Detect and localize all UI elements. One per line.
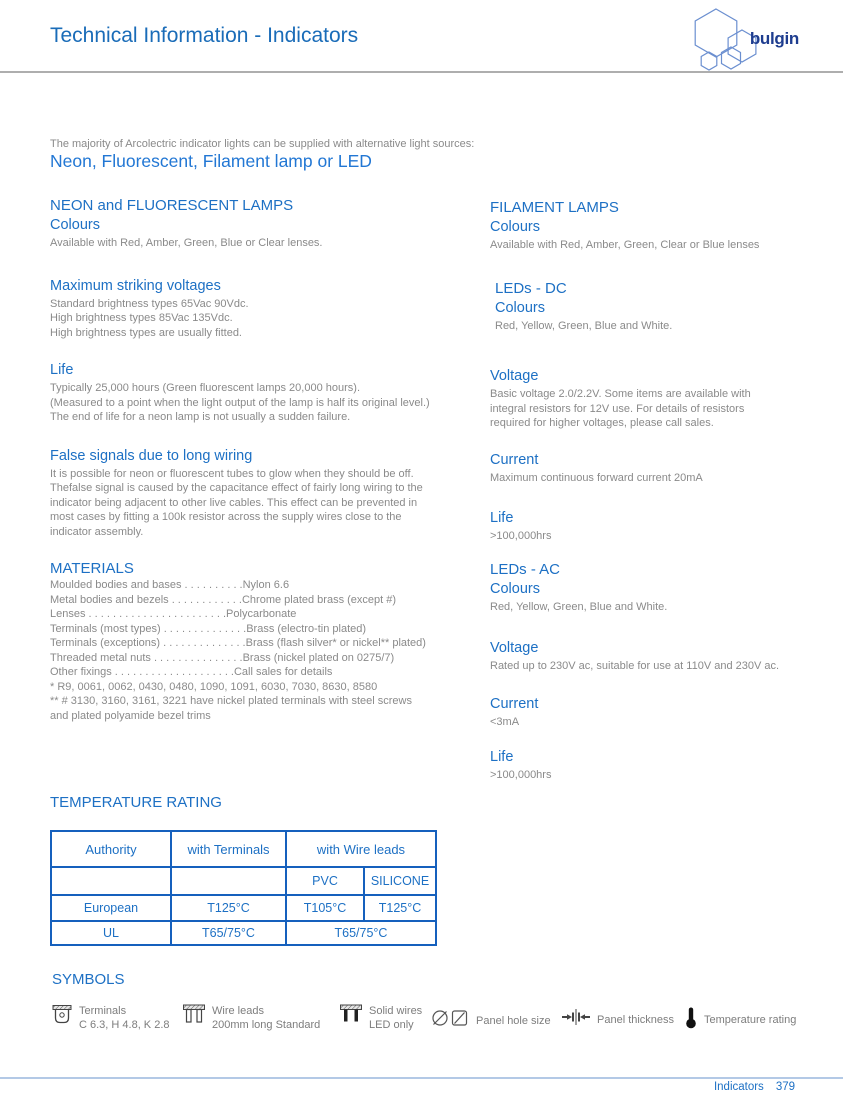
section-heading: MATERIALS: [50, 560, 134, 577]
symbol-label: [597, 1013, 674, 1027]
cell-pvc: T105°C: [286, 895, 364, 921]
text-line: Red, Yellow, Green, Blue and White.: [495, 319, 673, 332]
text-line: most cases by fitting a 100k resistor across the supply wires close to the: [50, 511, 402, 523]
section-voltage-ac: [490, 638, 838, 674]
section-leds-dc: [490, 279, 838, 334]
header-divider: [0, 71, 843, 73]
wire-leads-icon: [183, 1004, 205, 1031]
col-header-authority: Authority: [51, 831, 171, 867]
footer-section: Indicators: [713, 1081, 764, 1093]
sub-heading: Colours: [490, 580, 540, 597]
text-line: Thefalse signal is caused by the capacitance effect of fairly long wiring to the: [50, 482, 423, 494]
table-row: [51, 921, 436, 945]
section-life-dc: [490, 508, 838, 544]
text-line: * R9, 0061, 0062, 0430, 0480, 1090, 1091, 6030, 7030, 8630, 8580: [50, 680, 378, 693]
text-line: Maximum continuous forward current 20mA: [490, 471, 703, 484]
col-header-terminals: with Terminals: [171, 831, 286, 867]
text-line: The end of life for a neon lamp is not usually a sudden failure.: [50, 411, 351, 423]
text-line: It is possible for neon or fluorescent tubes to glow when they should be off.: [50, 467, 414, 480]
bulgin-logo: [682, 6, 799, 72]
text-line: Red, Yellow, Green, Blue and White.: [490, 600, 668, 613]
symbol-label-line: LED only: [369, 1019, 414, 1031]
symbol-temperature-rating: [685, 1006, 796, 1034]
symbol-wire-leads: [183, 1004, 320, 1032]
symbol-label-line: Solid wires: [369, 1005, 423, 1017]
text-line: Terminals (exceptions) . . . . . . . . . . . . . .Brass (flash silver* or nickel** plated): [50, 637, 426, 649]
sub-heading: False signals due to long wiring: [50, 447, 253, 464]
text-line: Available with Red, Amber, Green, Clear or Blue lenses: [490, 239, 760, 251]
text-line: >100,000hrs: [490, 769, 552, 781]
symbol-label: [369, 1004, 422, 1032]
text-line: Typically 25,000 hours (Green fluorescent lamps 20,000 hours).: [50, 382, 360, 394]
cell-authority: UL: [51, 921, 171, 945]
text-line: indicator being adjacent to other live cables. This effect can be prevented in: [50, 496, 418, 509]
symbol-label-line: C 6.3, H 4.8, K 2.8: [79, 1019, 170, 1031]
symbol-label-line: Panel hole size: [476, 1014, 551, 1027]
panel-hole-icon: [431, 1008, 469, 1033]
cell-wire-leads: T65/75°C: [286, 921, 436, 945]
terminal-icon: [52, 1004, 72, 1031]
cell-silicone: T125°C: [364, 895, 436, 921]
text-line: integral resistors for 12V use. For details of resistors: [490, 402, 745, 415]
text-line: Moulded bodies and bases . . . . . . . . . .Nylon 6.6: [50, 579, 290, 591]
symbol-label: [212, 1004, 320, 1032]
text-line: Available with Red, Amber, Green, Blue or Clear lenses.: [50, 237, 323, 249]
sub-heading: Colours: [495, 299, 545, 316]
cell-terminals: T125°C: [171, 895, 286, 921]
text-line: and plated polyamide bezel trims: [50, 709, 211, 722]
cell-terminals: T65/75°C: [171, 921, 286, 945]
section-heading: LEDs - AC: [490, 560, 561, 578]
text-line: required for higher voltages, please call sales.: [490, 417, 714, 429]
page-title: Technical Information - Indicators: [50, 24, 359, 47]
table-row: [51, 895, 436, 921]
text-line: Terminals (most types) . . . . . . . . . . . . . .Brass (electro-tin plated): [50, 622, 367, 635]
section-heading: LEDs - DC: [495, 279, 567, 297]
section-neon-fluorescent: [50, 196, 482, 251]
section-striking-voltages: [50, 276, 482, 341]
symbol-label-line: Temperature rating: [704, 1014, 797, 1026]
intro-text: The majority of Arcolectric indicator lights can be supplied with alternative light sources:: [50, 138, 475, 150]
section-heading: NEON and FLUORESCENT LAMPS: [50, 197, 294, 214]
symbol-label-line: Panel thickness: [597, 1013, 675, 1026]
symbol-label: [79, 1004, 170, 1032]
cell-authority: European: [51, 895, 171, 921]
text-line: <3mA: [490, 715, 520, 728]
table-subheader-row: [51, 867, 436, 895]
text-line: Threaded metal nuts . . . . . . . . . . . . . . .Brass (nickel plated on 0275/7): [50, 651, 395, 664]
sub-heading: Life: [490, 749, 514, 765]
text-line: indicator assembly.: [50, 525, 144, 538]
symbol-label-line: 200mm long Standard: [212, 1019, 321, 1031]
section-current-dc: [490, 450, 838, 486]
solid-wires-icon: [340, 1004, 362, 1031]
text-line: >100,000hrs: [490, 530, 552, 542]
empty-cell: [51, 867, 171, 895]
symbol-panel-hole: [431, 1008, 551, 1033]
sub-heading: Maximum striking voltages: [50, 277, 221, 294]
section-false-signals: [50, 446, 482, 540]
text-line: Metal bodies and bezels . . . . . . . . . . . .Chrome plated brass (except #): [50, 593, 397, 606]
text-line: Standard brightness types 65Vac 90Vdc.: [50, 297, 249, 310]
sub-heading: Colours: [490, 219, 540, 235]
text-line: High brightness types 85Vac 135Vdc.: [50, 312, 233, 324]
text-line: Basic voltage 2.0/2.2V. Some items are available with: [490, 388, 751, 400]
symbol-terminals: [52, 1004, 170, 1032]
col-header-wire-leads: with Wire leads: [286, 831, 436, 867]
footer-divider: [0, 1077, 843, 1079]
section-life-neon: [50, 360, 482, 425]
subheader-silicone: SILICONE: [364, 867, 436, 895]
text-line: Rated up to 230V ac, suitable for use at 110V and 230V ac.: [490, 660, 780, 672]
sub-heading: Current: [490, 695, 539, 712]
section-filament-lamps: [490, 198, 838, 253]
panel-thickness-icon: [562, 1008, 590, 1031]
sub-heading: Life: [50, 362, 74, 378]
section-heading: FILAMENT LAMPS: [490, 199, 619, 216]
text-line: (Measured to a point when the light output of the lamp is half its original level.): [50, 396, 430, 409]
text-line: Lenses . . . . . . . . . . . . . . . . . . . . . . .Polycarbonate: [50, 608, 297, 620]
symbol-label: [476, 1014, 551, 1028]
thermometer-icon: [685, 1006, 697, 1034]
footer-page-label: [714, 1081, 795, 1093]
subheader-pvc: PVC: [286, 867, 364, 895]
sub-heading: Current: [490, 451, 539, 468]
symbol-label: [704, 1013, 796, 1027]
sub-heading: Voltage: [490, 368, 539, 384]
section-current-ac: [490, 694, 838, 730]
sub-heading: Voltage: [490, 640, 539, 656]
sub-heading: Life: [490, 510, 514, 526]
left-column: [50, 196, 482, 723]
section-leds-ac: [490, 560, 838, 615]
right-column: [490, 198, 838, 783]
bulgin-logo-text: bulgin: [749, 29, 799, 48]
symbol-label-line: Wire leads: [212, 1005, 264, 1017]
table-header-row: [51, 831, 436, 867]
section-voltage-dc: [490, 366, 838, 431]
symbols-heading: SYMBOLS: [52, 971, 125, 988]
empty-cell: [171, 867, 286, 895]
sub-heading: Colours: [50, 217, 100, 233]
temperature-rating-table: [50, 830, 437, 946]
section-materials: [50, 559, 482, 723]
text-line: ** # 3130, 3160, 3161, 3221 have nickel plated terminals with steel screws: [50, 695, 412, 707]
footer-page-number: 379: [775, 1081, 795, 1093]
text-line: High brightness types are usually fitted.: [50, 326, 242, 339]
intro-light-sources: Neon, Fluorescent, Filament lamp or LED: [50, 151, 372, 171]
temperature-rating-heading: TEMPERATURE RATING: [50, 794, 222, 811]
section-life-ac: [490, 747, 838, 783]
text-line: Other fixings . . . . . . . . . . . . . . . . . . . .Call sales for details: [50, 666, 333, 678]
symbol-label-line: Terminals: [79, 1005, 127, 1017]
symbol-solid-wires: [340, 1004, 422, 1032]
symbol-panel-thickness: [562, 1008, 674, 1031]
